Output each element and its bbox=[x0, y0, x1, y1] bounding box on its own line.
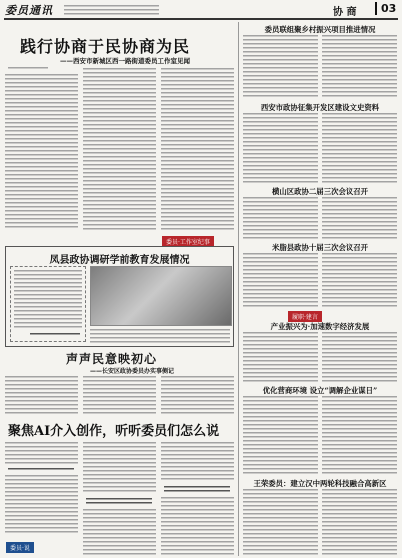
ai-article-subheading bbox=[8, 468, 74, 471]
right-article-4-body bbox=[243, 253, 318, 309]
ai-article-body bbox=[5, 475, 78, 535]
voice-article-title: 声声民意映初心 bbox=[66, 352, 158, 366]
ai-article-subheading bbox=[86, 498, 152, 505]
fengxian-photo-caption bbox=[90, 329, 230, 343]
voice-article-subtitle: ——长安区政协委员办实事侧记 bbox=[90, 368, 175, 375]
ai-article-title: 聚焦AI介入创作，听听委员们怎么说 bbox=[8, 424, 220, 439]
ai-article-subheading bbox=[164, 486, 230, 493]
right-article-7-body bbox=[243, 489, 318, 555]
section-name: 协 商 bbox=[333, 7, 357, 18]
ai-article-body bbox=[83, 509, 156, 555]
right-article-5-body bbox=[243, 332, 318, 382]
masthead: 委员通讯 bbox=[5, 4, 53, 17]
main-article-body bbox=[161, 68, 234, 232]
fengxian-quote-author bbox=[30, 333, 80, 336]
right-article-7-title: 王荣委员：建立汉中两轮科技融合高新区 bbox=[253, 479, 387, 488]
ai-article-body bbox=[161, 497, 234, 555]
right-article-4-body bbox=[322, 253, 397, 309]
right-article-3-title: 横山区政协二届三次会议召开 bbox=[271, 187, 369, 196]
say-section-tag: 委员·说 bbox=[6, 542, 34, 553]
main-article-body bbox=[83, 68, 156, 230]
main-article-body bbox=[5, 74, 78, 230]
right-article-6-body bbox=[243, 396, 318, 474]
right-article-6-title: 优化营商环境 设立“调解企业谋日” bbox=[262, 386, 378, 395]
right-article-4-title: 米脂县政协十届三次会议召开 bbox=[271, 243, 369, 252]
page-number: 03 bbox=[375, 2, 396, 15]
right-article-1-title: 委员联组聚乡村振兴项目推进情况 bbox=[264, 25, 376, 34]
voice-article-body bbox=[83, 376, 156, 416]
header-rule bbox=[4, 18, 398, 20]
right-article-1-body bbox=[322, 35, 397, 99]
column-divider bbox=[238, 22, 239, 556]
main-article-title: 践行协商于民协商为民 bbox=[20, 37, 191, 56]
right-article-3-body bbox=[243, 197, 318, 240]
advice-section-tag: 履职·建言 bbox=[288, 311, 322, 322]
masthead-date-info bbox=[64, 5, 159, 15]
voice-article-body bbox=[161, 376, 234, 416]
fengxian-quote-text bbox=[14, 270, 82, 328]
right-article-5-title: 产业振兴为·加速数字经济发展 bbox=[270, 322, 370, 331]
right-article-6-body bbox=[322, 396, 397, 474]
fengxian-meeting-photo bbox=[90, 266, 232, 326]
main-article-subtitle: ——西安市新城区西一路街道委员工作室见闻 bbox=[60, 57, 190, 65]
right-article-2-body bbox=[322, 113, 397, 185]
right-article-1-body bbox=[243, 35, 318, 99]
main-article-byline bbox=[8, 67, 48, 70]
voice-article-body bbox=[5, 376, 78, 416]
ai-article-body bbox=[161, 442, 234, 482]
ai-article-body bbox=[83, 442, 156, 494]
right-article-7-body bbox=[322, 489, 397, 555]
right-article-2-body bbox=[243, 113, 318, 185]
ai-article-body bbox=[5, 442, 78, 464]
fengxian-title: 凤县政协调研学前教育发展情况 bbox=[49, 255, 190, 266]
studio-section-tag: 委员·工作室纪事 bbox=[162, 236, 214, 247]
right-article-3-body bbox=[322, 197, 397, 240]
right-article-2-title: 西安市政协征集开发区建设文史资料 bbox=[260, 103, 380, 112]
right-article-5-body bbox=[322, 332, 397, 382]
